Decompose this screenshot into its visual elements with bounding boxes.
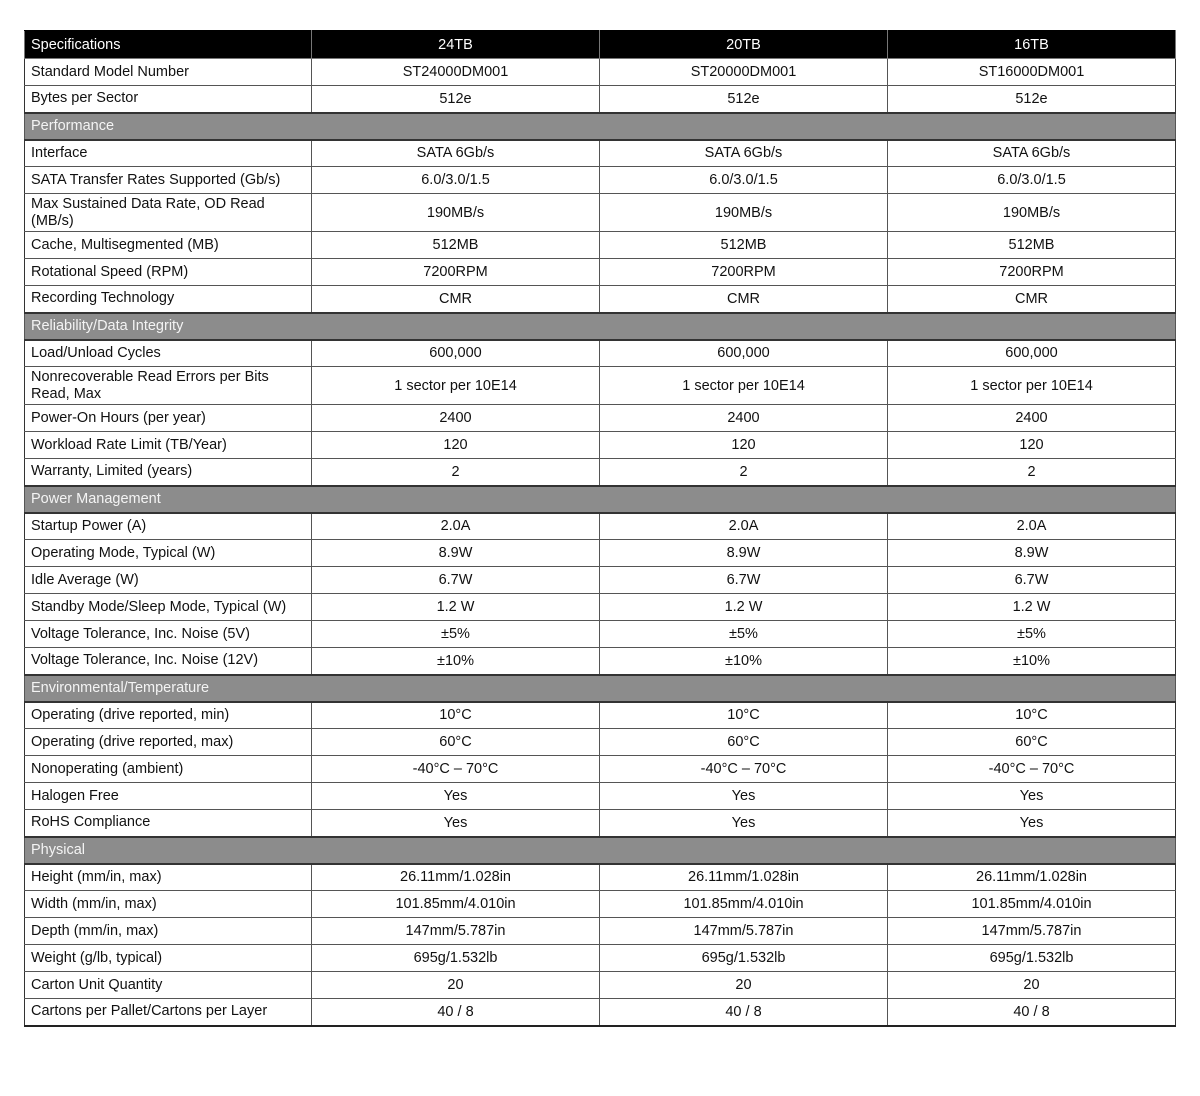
table-row — [25, 140, 1176, 167]
spec-label: Power-On Hours (per year) — [25, 405, 312, 432]
table-row — [25, 648, 1176, 675]
spec-value-col-1: Yes — [312, 810, 600, 837]
table-row — [25, 567, 1176, 594]
spec-label: Startup Power (A) — [25, 513, 312, 540]
spec-label: Depth (mm/in, max) — [25, 918, 312, 945]
table-row — [25, 232, 1176, 259]
table-row — [25, 167, 1176, 194]
spec-value-col-1: 6.0/3.0/1.5 — [312, 167, 600, 194]
table-row — [25, 259, 1176, 286]
spec-value-col-3: 1.2 W — [888, 594, 1176, 621]
spec-value-col-2: -40°C – 70°C — [600, 756, 888, 783]
spec-value-col-3: Yes — [888, 810, 1176, 837]
spec-value-col-1: 20 — [312, 972, 600, 999]
spec-value-col-3: 147mm/5.787in — [888, 918, 1176, 945]
spec-value-col-3: 6.7W — [888, 567, 1176, 594]
section-title: Performance — [25, 113, 1176, 140]
section-header-row — [25, 486, 1176, 513]
spec-label: Weight (g/lb, typical) — [25, 945, 312, 972]
spec-value-col-1: ±5% — [312, 621, 600, 648]
spec-label: Workload Rate Limit (TB/Year) — [25, 432, 312, 459]
spec-value-col-2: 2400 — [600, 405, 888, 432]
header-16tb: 16TB — [888, 31, 1176, 59]
section-title: Power Management — [25, 486, 1176, 513]
header-specifications: Specifications — [25, 31, 312, 59]
spec-label: Voltage Tolerance, Inc. Noise (12V) — [25, 648, 312, 675]
spec-value-col-2: 6.0/3.0/1.5 — [600, 167, 888, 194]
spec-value-col-3: 6.0/3.0/1.5 — [888, 167, 1176, 194]
spec-value-col-3: 10°C — [888, 702, 1176, 729]
spec-value-col-2: 600,000 — [600, 340, 888, 367]
spec-value-col-1: 2 — [312, 459, 600, 486]
table-row — [25, 864, 1176, 891]
spec-value-col-1: 190MB/s — [312, 194, 600, 232]
spec-value-col-3: 120 — [888, 432, 1176, 459]
spec-label: SATA Transfer Rates Supported (Gb/s) — [25, 167, 312, 194]
spec-value-col-3: 60°C — [888, 729, 1176, 756]
spec-value-col-2: 7200RPM — [600, 259, 888, 286]
header-24tb: 24TB — [312, 31, 600, 59]
spec-label: Standard Model Number — [25, 59, 312, 86]
spec-value-col-3: 2400 — [888, 405, 1176, 432]
spec-value-col-1: 2400 — [312, 405, 600, 432]
section-header-row — [25, 313, 1176, 340]
spec-value-col-3: 1 sector per 10E14 — [888, 367, 1176, 405]
table-row — [25, 729, 1176, 756]
spec-value-col-1: 7200RPM — [312, 259, 600, 286]
table-row — [25, 999, 1176, 1026]
table-row — [25, 783, 1176, 810]
specifications-table — [24, 30, 1176, 1027]
spec-value-col-3: 2 — [888, 459, 1176, 486]
header-20tb: 20TB — [600, 31, 888, 59]
spec-value-col-2: ±10% — [600, 648, 888, 675]
table-row — [25, 286, 1176, 313]
spec-value-col-1: ST24000DM001 — [312, 59, 600, 86]
spec-label: Nonrecoverable Read Errors per Bits Read, Max — [25, 367, 312, 405]
spec-value-col-1: CMR — [312, 286, 600, 313]
spec-value-col-2: SATA 6Gb/s — [600, 140, 888, 167]
spec-value-col-2: 147mm/5.787in — [600, 918, 888, 945]
section-header-row — [25, 675, 1176, 702]
spec-value-col-3: ±10% — [888, 648, 1176, 675]
spec-value-col-1: 147mm/5.787in — [312, 918, 600, 945]
spec-value-col-2: 6.7W — [600, 567, 888, 594]
spec-value-col-3: 7200RPM — [888, 259, 1176, 286]
spec-value-col-2: 2 — [600, 459, 888, 486]
spec-label: Interface — [25, 140, 312, 167]
spec-value-col-3: 26.11mm/1.028in — [888, 864, 1176, 891]
spec-value-col-1: 2.0A — [312, 513, 600, 540]
spec-value-col-2: CMR — [600, 286, 888, 313]
spec-label: Operating (drive reported, max) — [25, 729, 312, 756]
section-header-row — [25, 837, 1176, 864]
spec-value-col-1: -40°C – 70°C — [312, 756, 600, 783]
spec-value-col-3: 695g/1.532lb — [888, 945, 1176, 972]
table-row — [25, 621, 1176, 648]
spec-value-col-3: 600,000 — [888, 340, 1176, 367]
spec-label: Carton Unit Quantity — [25, 972, 312, 999]
spec-value-col-3: SATA 6Gb/s — [888, 140, 1176, 167]
table-row — [25, 756, 1176, 783]
spec-value-col-1: 6.7W — [312, 567, 600, 594]
table-row — [25, 367, 1176, 405]
spec-value-col-3: -40°C – 70°C — [888, 756, 1176, 783]
table-row — [25, 459, 1176, 486]
spec-value-col-2: 190MB/s — [600, 194, 888, 232]
table-row — [25, 972, 1176, 999]
spec-value-col-1: 1.2 W — [312, 594, 600, 621]
spec-label: Cartons per Pallet/Cartons per Layer — [25, 999, 312, 1026]
section-title: Physical — [25, 837, 1176, 864]
section-header-row — [25, 113, 1176, 140]
spec-value-col-1: 695g/1.532lb — [312, 945, 600, 972]
spec-value-col-2: 120 — [600, 432, 888, 459]
table-row — [25, 540, 1176, 567]
spec-label: Standby Mode/Sleep Mode, Typical (W) — [25, 594, 312, 621]
spec-value-col-3: 8.9W — [888, 540, 1176, 567]
table-row — [25, 59, 1176, 86]
spec-value-col-2: ±5% — [600, 621, 888, 648]
spec-value-col-1: 26.11mm/1.028in — [312, 864, 600, 891]
spec-label: Warranty, Limited (years) — [25, 459, 312, 486]
table-row — [25, 86, 1176, 113]
spec-label: Max Sustained Data Rate, OD Read (MB/s) — [25, 194, 312, 232]
spec-value-col-3: 512MB — [888, 232, 1176, 259]
table-header-row — [25, 31, 1176, 59]
table-row — [25, 810, 1176, 837]
spec-value-col-2: 1.2 W — [600, 594, 888, 621]
spec-value-col-2: 8.9W — [600, 540, 888, 567]
spec-label: Nonoperating (ambient) — [25, 756, 312, 783]
spec-value-col-2: 26.11mm/1.028in — [600, 864, 888, 891]
spec-label: Halogen Free — [25, 783, 312, 810]
spec-value-col-2: Yes — [600, 783, 888, 810]
spec-value-col-3: 2.0A — [888, 513, 1176, 540]
table-row — [25, 945, 1176, 972]
spec-value-col-3: 101.85mm/4.010in — [888, 891, 1176, 918]
spec-label: Bytes per Sector — [25, 86, 312, 113]
spec-label: Load/Unload Cycles — [25, 340, 312, 367]
table-row — [25, 513, 1176, 540]
spec-label: Recording Technology — [25, 286, 312, 313]
spec-value-col-2: 512e — [600, 86, 888, 113]
spec-value-col-3: Yes — [888, 783, 1176, 810]
table-row — [25, 594, 1176, 621]
spec-label: Cache, Multisegmented (MB) — [25, 232, 312, 259]
spec-value-col-1: SATA 6Gb/s — [312, 140, 600, 167]
spec-value-col-1: 101.85mm/4.010in — [312, 891, 600, 918]
table-row — [25, 340, 1176, 367]
section-title: Environmental/Temperature — [25, 675, 1176, 702]
spec-label: Idle Average (W) — [25, 567, 312, 594]
spec-value-col-1: 10°C — [312, 702, 600, 729]
spec-value-col-1: 40 / 8 — [312, 999, 600, 1026]
spec-value-col-3: CMR — [888, 286, 1176, 313]
spec-value-col-3: 190MB/s — [888, 194, 1176, 232]
spec-value-col-1: 600,000 — [312, 340, 600, 367]
spec-value-col-1: 512MB — [312, 232, 600, 259]
spec-label: Operating (drive reported, min) — [25, 702, 312, 729]
table-row — [25, 432, 1176, 459]
spec-label: Operating Mode, Typical (W) — [25, 540, 312, 567]
spec-value-col-1: 8.9W — [312, 540, 600, 567]
spec-value-col-2: 2.0A — [600, 513, 888, 540]
table-row — [25, 891, 1176, 918]
table-row — [25, 918, 1176, 945]
spec-value-col-2: 695g/1.532lb — [600, 945, 888, 972]
spec-label: Voltage Tolerance, Inc. Noise (5V) — [25, 621, 312, 648]
spec-value-col-2: 512MB — [600, 232, 888, 259]
spec-value-col-2: 40 / 8 — [600, 999, 888, 1026]
spec-value-col-3: ST16000DM001 — [888, 59, 1176, 86]
spec-value-col-3: 512e — [888, 86, 1176, 113]
spec-value-col-1: 60°C — [312, 729, 600, 756]
table-body — [25, 59, 1176, 1026]
spec-value-col-2: Yes — [600, 810, 888, 837]
spec-value-col-1: Yes — [312, 783, 600, 810]
table-row — [25, 702, 1176, 729]
spec-label: RoHS Compliance — [25, 810, 312, 837]
spec-label: Rotational Speed (RPM) — [25, 259, 312, 286]
section-title: Reliability/Data Integrity — [25, 313, 1176, 340]
spec-value-col-2: 10°C — [600, 702, 888, 729]
spec-value-col-1: 1 sector per 10E14 — [312, 367, 600, 405]
spec-label: Width (mm/in, max) — [25, 891, 312, 918]
spec-value-col-2: ST20000DM001 — [600, 59, 888, 86]
spec-value-col-1: 512e — [312, 86, 600, 113]
spec-value-col-3: 20 — [888, 972, 1176, 999]
spec-value-col-2: 1 sector per 10E14 — [600, 367, 888, 405]
spec-label: Height (mm/in, max) — [25, 864, 312, 891]
spec-value-col-2: 101.85mm/4.010in — [600, 891, 888, 918]
spec-value-col-1: 120 — [312, 432, 600, 459]
spec-value-col-2: 20 — [600, 972, 888, 999]
spec-value-col-2: 60°C — [600, 729, 888, 756]
spec-value-col-3: 40 / 8 — [888, 999, 1176, 1026]
table-row — [25, 405, 1176, 432]
spec-value-col-1: ±10% — [312, 648, 600, 675]
spec-value-col-3: ±5% — [888, 621, 1176, 648]
table-row — [25, 194, 1176, 232]
